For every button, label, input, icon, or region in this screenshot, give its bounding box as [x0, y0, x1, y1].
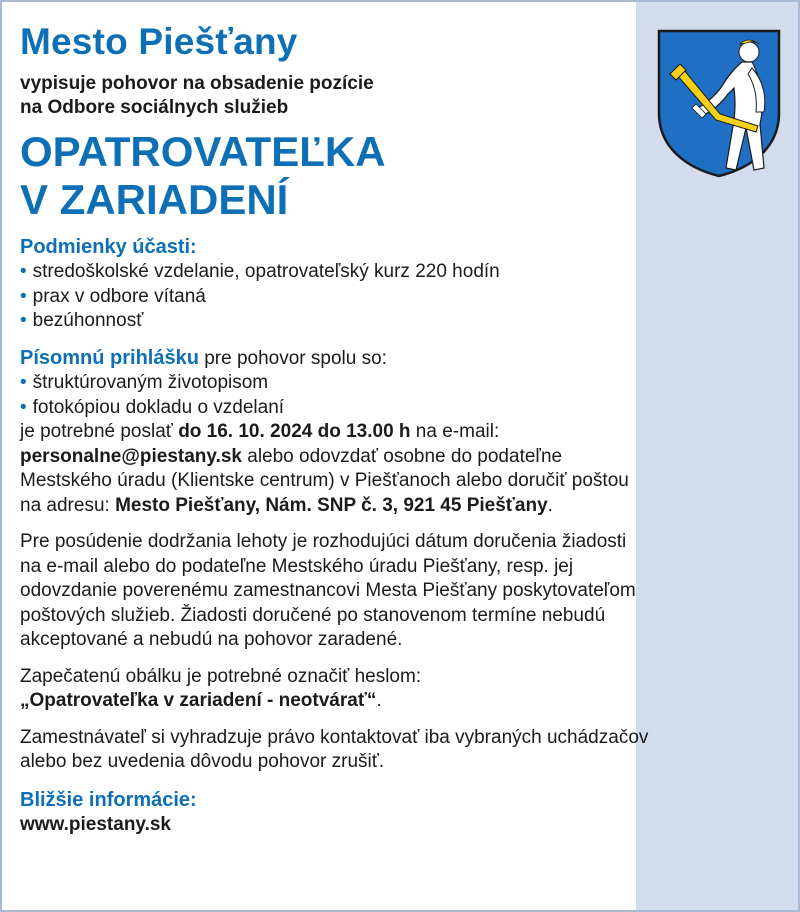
- note-line: odovzdanie poverenému zamestnancovi Mesta Piešťany poskytovateľom: [20, 580, 636, 601]
- application-list: [20, 371, 795, 420]
- note-line: akceptované a nebudú na pohovor zaradené.: [20, 629, 403, 650]
- deadline: do 16. 10. 2024 do 13.00 h: [178, 421, 411, 442]
- list-item: • fotokópiou dokladu o vzdelaní: [20, 396, 285, 418]
- deadline-note: [20, 530, 795, 653]
- application-send-line: je potrebné poslať do 16. 10. 2024 do 13.00 h na e-mail:: [20, 421, 500, 442]
- position-line-2: V ZARIADENÍ: [20, 176, 289, 223]
- envelope-password-line: „Opatrovateľka v zariadení - neotvárať“.: [20, 690, 382, 711]
- email-address: personalne@piestany.sk: [20, 445, 242, 467]
- envelope-password: „Opatrovateľka v zariadení - neotvárať“: [20, 690, 377, 711]
- intro-line-1: vypisuje pohovor na obsadenie pozície: [20, 73, 374, 94]
- website-url: www.piestany.sk: [20, 813, 171, 835]
- town-title: Mesto Piešťany: [20, 21, 298, 62]
- application-address-line: na adresu: Mesto Piešťany, Nám. SNP č. 3, 921 45 Piešťany.: [20, 494, 553, 516]
- employer-line-2: alebo bez uvedenia dôvodu pohovor zrušiť.: [20, 751, 385, 772]
- note-line: Pre posúdenie dodržania lehoty je rozhodujúci dátum doručenia žiadosti: [20, 531, 627, 552]
- main-content: [20, 20, 795, 837]
- position-title: [20, 128, 795, 224]
- bullet-icon: •: [20, 310, 27, 331]
- employer-line-1: Zamestnávateľ si vyhradzuje právo kontaktovať iba vybraných uchádzačov: [20, 726, 649, 748]
- application-heading: [20, 346, 795, 372]
- note-line: na e-mail alebo do podateľne Mestského úradu Piešťany, resp. jej: [20, 555, 574, 577]
- position-line-1: OPATROVATEĽKA: [20, 128, 386, 175]
- list-item: • bezúhonnosť: [20, 310, 144, 331]
- list-item: • stredoškolské vzdelanie, opatrovateľský kurz 220 hodín: [20, 261, 500, 282]
- application-title: Písomnú prihlášku: [20, 346, 199, 369]
- employer-note: [20, 726, 795, 775]
- bullet-icon: •: [20, 372, 27, 393]
- bullet-icon: •: [20, 396, 27, 418]
- envelope-note: [20, 665, 795, 714]
- postal-address: Mesto Piešťany, Nám. SNP č. 3, 921 45 Piešťany: [115, 494, 548, 516]
- more-info-title: Bližšie informácie:: [20, 788, 197, 811]
- conditions-title: Podmienky účasti:: [20, 236, 197, 258]
- application-email-line: personalne@piestany.sk alebo odovzdať osobne do podateľne: [20, 445, 563, 467]
- conditions-list: [20, 260, 795, 334]
- envelope-line-1: Zapečatenú obálku je potrebné označiť heslom:: [20, 665, 422, 687]
- intro-line-2: na Odbore sociálnych služieb: [20, 97, 289, 118]
- application-line-3: Mestského úradu (Klientske centrum) v Piešťanoch alebo doručiť poštou: [20, 470, 629, 491]
- note-line: poštových služieb. Žiadosti doručené po stanovenom termíne nebudú: [20, 604, 606, 626]
- bullet-icon: •: [20, 285, 27, 307]
- list-item: • štruktúrovaným životopisom: [20, 372, 269, 393]
- list-item: • prax v odbore vítaná: [20, 285, 206, 307]
- intro-text: [20, 72, 795, 120]
- bullet-icon: •: [20, 261, 27, 282]
- application-title-rest: pre pohovor spolu so:: [198, 347, 387, 369]
